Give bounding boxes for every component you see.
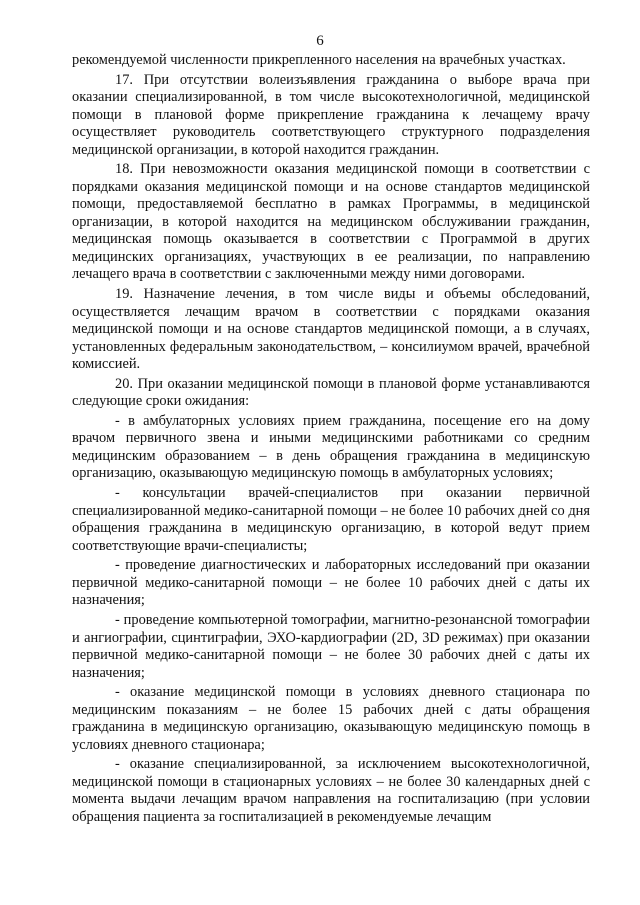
list-item: - оказание медицинской помощи в условиях дневного стационара по медицинским показаниям – не более 15 рабочих дней с даты обращения гражданина в медицинскую организацию, оказывающую медицинскую помощь в условиях дневного стационара; — [72, 684, 590, 753]
list-item: - проведение компьютерной томографии, магнитно-резонансной томографии и ангиографии, сцинтиграфии, ЭХО-кардиографии (2D, 3D режимах) при оказании первичной медико-санитарной помощи – не более 30 рабочих дней с даты их назначения; — [72, 612, 590, 681]
list-item: - проведение диагностических и лабораторных исследований при оказании первичной медико-санитарной помощи – не более 10 рабочих дней с даты их назначения; — [72, 557, 590, 609]
paragraph-17: 17. При отсутствии волеизъявления гражданина о выборе врача при оказании специализированной, в том числе высокотехнологичной, медицинской помощи в плановой форме прикрепление гражданина к лечащему врачу осуществляет руководитель соответствующего структурного подразделения медицинской организации, в которой находится гражданин. — [72, 71, 590, 158]
paragraph-19: 19. Назначение лечения, в том числе виды и объемы обследований, осуществляется лечащим врачом в соответствии с порядками оказания медицинской помощи и на основе стандартов медицинской помощи, а в случаях, установленных федеральным законодательством, – консилиумом врачей, врачебной комиссией. — [72, 286, 590, 373]
list-item: - в амбулаторных условиях прием гражданина, посещение его на дому врачом первичного звена и иными медицинскими работниками со средним медицинским образованием – в день обращения гражданина в медицинскую организацию, оказывающую медицинскую помощь в амбулаторных условиях; — [72, 412, 590, 482]
document-body — [72, 52, 590, 829]
list-item: - оказание специализированной, за исключением высокотехнологичной, медицинской помощи в стационарных условиях – не более 30 календарных дней с момента выдачи лечащим врачом направления на госпитализацию (при условии обращения пациента за госпитализацией в рекомендуемые лечащим — [72, 756, 590, 825]
paragraph-20: 20. При оказании медицинской помощи в плановой форме устанавливаются следующие сроки ожидания: — [72, 375, 590, 410]
page-number: 6 — [316, 33, 324, 49]
paragraph: рекомендуемой численности прикрепленного населения на врачебных участках. — [72, 52, 566, 68]
paragraph-18: 18. При невозможности оказания медицинской помощи в соответствии с порядками оказания медицинской помощи и на основе стандартов медицинской помощи, предоставляемой бесплатно в рамках Программы, в медицинской организации, в которой находится на медицинском обслуживании гражданин, медицинская помощь оказывается в соответствии с Программой в других медицинских организациях, участвующих в ее реализации, по направлению лечащего врача в соответствии с заключенными между ними договорами. — [72, 161, 590, 283]
list-item: - консультации врачей-специалистов при оказании первичной специализированной медико-санитарной помощи – не более 10 рабочих дней со дня обращения гражданина в медицинскую организацию, в которой ведут прием соответствующие врачи-специалисты; — [72, 485, 590, 554]
